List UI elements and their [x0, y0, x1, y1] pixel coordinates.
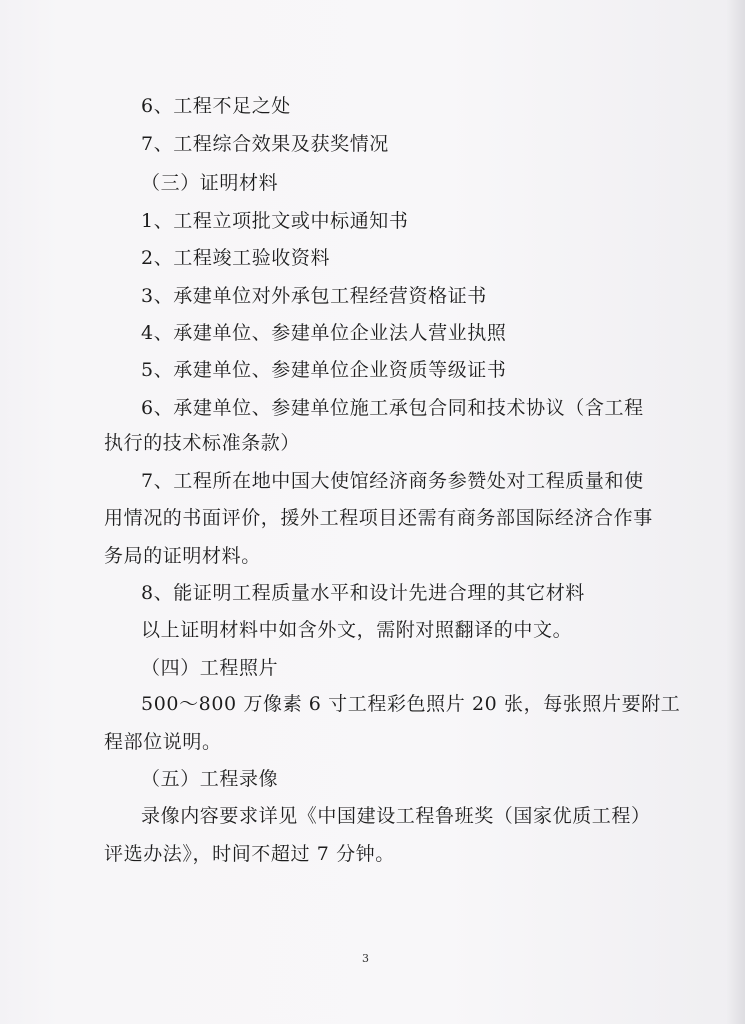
- text-line: 6、工程不足之处: [141, 95, 291, 117]
- text-line: 7、工程所在地中国大使馆经济商务参赞处对工程质量和使: [141, 470, 644, 492]
- text-line: 8、能证明工程质量水平和设计先进合理的其它材料: [141, 582, 585, 604]
- text-line: 7、工程综合效果及获奖情况: [141, 133, 389, 155]
- page-number: 3: [362, 952, 369, 965]
- text-line: 用情况的书面评价，援外工程项目还需有商务部国际经济合作事: [104, 507, 653, 529]
- section-heading: （四）工程照片: [141, 657, 279, 679]
- text-line: 评选办法》，时间不超过 7 分钟。: [104, 843, 395, 865]
- text-line: 2、工程竣工验收资料: [141, 247, 331, 269]
- section-heading: （三）证明材料: [141, 172, 279, 194]
- text-line: 1、工程立项批文或中标通知书: [141, 210, 409, 232]
- text-line: 程部位说明。: [104, 731, 222, 753]
- text-line: 6、承建单位、参建单位施工承包合同和技术协议（含工程: [141, 397, 644, 419]
- text-line: 录像内容要求详见《中国建设工程鲁班奖（国家优质工程）: [141, 805, 651, 827]
- text-line: 执行的技术标准条款）: [104, 432, 301, 454]
- text-line: 务局的证明材料。: [104, 545, 261, 567]
- text-line: 5、承建单位、参建单位企业资质等级证书: [141, 359, 507, 381]
- text-line: 3、承建单位对外承包工程经营资格证书: [141, 285, 487, 307]
- text-line: 4、承建单位、参建单位企业法人营业执照: [141, 322, 507, 344]
- text-line: 500～800 万像素 6 寸工程彩色照片 20 张，每张照片要附工: [141, 693, 681, 715]
- text-line: 以上证明材料中如含外文，需附对照翻译的中文。: [141, 619, 573, 641]
- section-heading: （五）工程录像: [141, 768, 279, 790]
